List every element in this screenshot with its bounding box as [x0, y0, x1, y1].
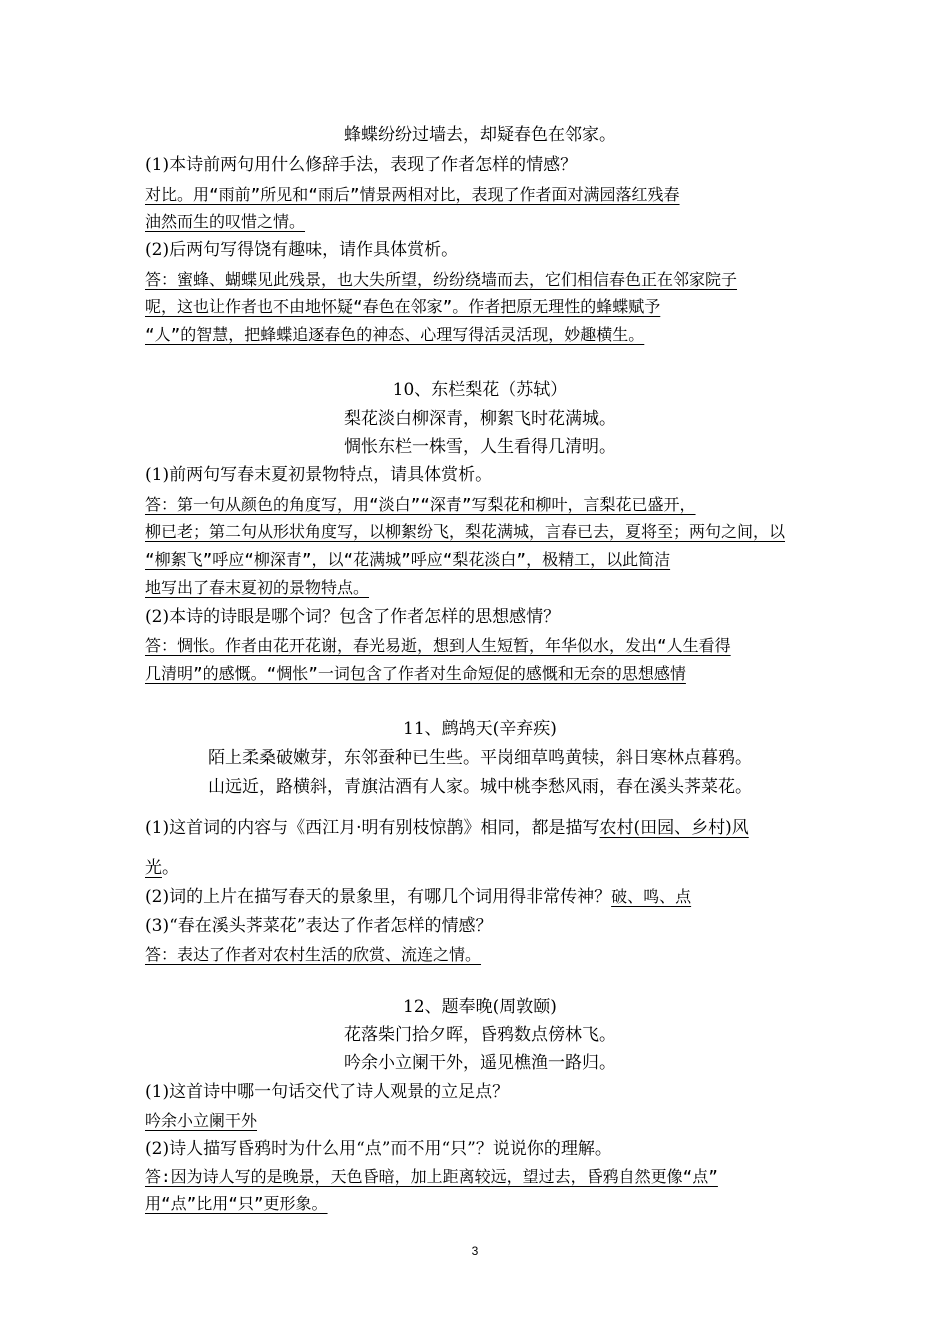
poem9-question-1: (1)本诗前两句用什么修辞手法，表现了作者怎样的情感？ — [145, 155, 578, 175]
poem9-question-2: (2)后两句写得饶有趣味，请作具体赏析。 — [145, 240, 459, 260]
poem10-question-2: (2)本诗的诗眼是哪个词？包含了作者怎样的思想感情？ — [145, 607, 561, 627]
poem10-answer-1-line1: 答：第一句从颜色的角度写，用“淡白”“深青”写梨花和柳叶，言梨花已盛开， — [145, 495, 696, 514]
poem9-answer-1-line1: 对比。用“雨前”所见和“雨后”情景两相对比，表现了作者面对满园落红残春 — [145, 185, 680, 204]
poem12-title: 12、题奉晚(周敦颐) — [403, 997, 557, 1017]
poem12-verse2: 吟余小立阑干外，遥见樵渔一路归。 — [344, 1053, 616, 1073]
page-number: 3 — [471, 1244, 479, 1258]
poem9-verse: 蜂蝶纷纷过墙去，却疑春色在邻家。 — [344, 125, 616, 145]
poem9-answer-1-line2: 油然而生的叹惜之情。 — [145, 212, 306, 231]
poem10-verse1: 梨花淡白柳深青，柳絮飞时花满城。 — [344, 409, 616, 429]
poem10-question-1: (1)前两句写春末夏初景物特点，请具体赏析。 — [145, 465, 493, 485]
poem10-answer-2-line1: 答：惆怅。作者由花开花谢，春光易逝，想到人生短暂，年华似水，发出“人生看得 — [145, 636, 731, 655]
poem10-answer-1-line3: “柳絮飞”呼应“柳深青”，以“花满城”呼应“梨花淡白”，极精工，以此简洁 — [145, 550, 671, 569]
poem10-verse2: 惆怅东栏一株雪，人生看得几清明。 — [344, 437, 616, 457]
poem12-answer-1: 吟余小立阑干外 — [145, 1111, 258, 1130]
poem9-answer-2-line2: 呢，这也让作者也不由地怀疑“春色在邻家”。作者把原无理性的蜂蝶赋予 — [145, 297, 661, 316]
poem9-answer-2-line3: “人”的智慧，把蜂蝶追逐春色的神态、心理写得活灵活现，妙趣横生。 — [145, 325, 645, 344]
poem10-answer-1-line2: 柳已老；第二句从形状角度写，以柳絮纷飞，梨花满城，言春已去，夏将至；两句之间，以 — [145, 522, 786, 541]
poem12-verse1: 花落柴门拾夕晖，昏鸦数点傍林飞。 — [344, 1025, 616, 1045]
poem12-question-2: (2)诗人描写昏鸦时为什么用“点”而不用“只”？说说你的理解。 — [145, 1139, 612, 1159]
poem11-question-1: (1)这首词的内容与《西江月·明有别枝惊鹊》相同，都是描写农村(田园、乡村)风 — [145, 818, 749, 838]
poem9-answer-2-line1: 答：蜜蜂、蝴蝶见此残景，也大失所望，纷纷绕墙而去，它们相信春色正在邻家院子 — [145, 270, 738, 289]
poem12-question-1: (1)这首诗中哪一句话交代了诗人观景的立足点？ — [145, 1082, 510, 1102]
poem11-title: 11、鹧鸪天(辛弃疾) — [403, 719, 557, 739]
poem11-verse2: 山远近，路横斜，青旗沽酒有人家。城中桃李愁风雨，春在溪头荠菜花。 — [208, 777, 752, 797]
poem10-answer-1-line4: 地写出了春末夏初的景物特点。 — [145, 578, 370, 597]
poem11-question-3: (3)“春在溪头荠菜花”表达了作者怎样的情感？ — [145, 916, 493, 936]
poem12-answer-2-line2: 用“点”比用“只”更形象。 — [145, 1194, 328, 1213]
poem11-question-1-cont: 光。 — [145, 858, 179, 878]
poem11-question-2: (2)词的上片在描写春天的景象里，有哪几个词用得非常传神？破、鸣、点 — [145, 887, 692, 907]
poem11-answer-3: 答：表达了作者对农村生活的欣赏、流连之情。 — [145, 945, 482, 964]
poem12-answer-2-line1: 答:因为诗人写的是晚景，天色昏暗，加上距离较远，望过去，昏鸦自然更像“点” — [145, 1167, 718, 1186]
poem10-answer-2-line2: 几清明”的感慨。“惆怅”一词包含了作者对生命短促的感慨和无奈的思想感情 — [145, 664, 686, 683]
poem10-title: 10、东栏梨花（苏轼） — [392, 380, 568, 400]
poem11-verse1: 陌上柔桑破嫩芽，东邻蚕种已生些。平岗细草鸣黄犊，斜日寒林点暮鸦。 — [208, 748, 752, 768]
